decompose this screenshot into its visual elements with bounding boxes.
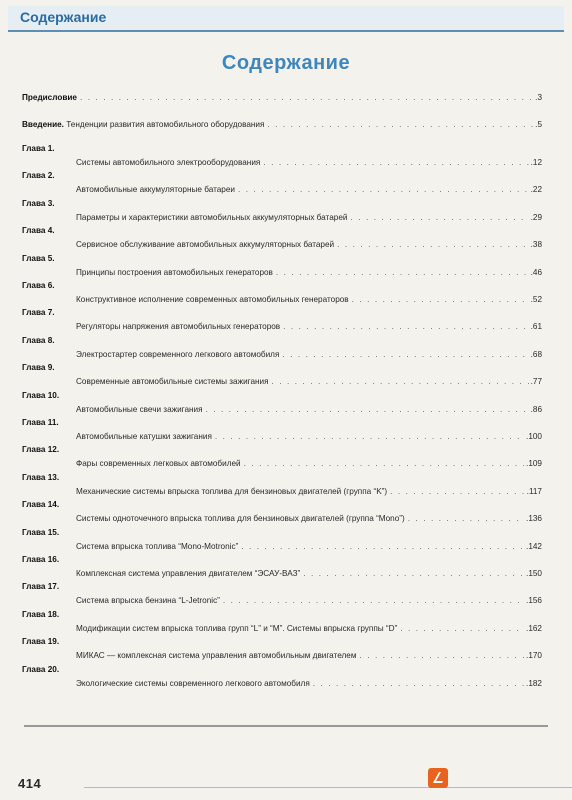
dot-leader: [337, 239, 529, 250]
toc-chapter-title: Модификации систем впрыска топлива групп “L” и “M”. Системы впрыска группы “D”: [76, 623, 398, 633]
toc-intro-lead: Введение.: [22, 120, 64, 129]
toc-chapter-item[interactable]: [76, 404, 542, 415]
toc-chapter-title: Параметры и характеристики автомобильных аккумуляторных батарей: [76, 212, 348, 222]
toc-chapter-page: .86: [530, 404, 542, 414]
toc-chapter-page: .170: [526, 651, 542, 661]
toc-chapter-item[interactable]: [76, 157, 542, 168]
toc-chapter-title: Система впрыска топлива “Mono-Motronic”: [76, 541, 239, 551]
toc-chapter-item[interactable]: [76, 650, 542, 661]
toc-chapter-item[interactable]: [76, 431, 542, 442]
dot-leader: [238, 184, 529, 195]
dot-leader: [390, 486, 525, 497]
toc-chapter-page: .12: [530, 158, 542, 167]
toc-chapter-title: Экологические системы современного легкового автомобиля: [76, 678, 310, 688]
toc-chapter-label: Глава 9.: [22, 363, 55, 373]
toc-chapter-title: Фары современных легковых автомобилей: [76, 459, 241, 469]
toc-chapter-label: Глава 6.: [22, 281, 55, 290]
toc-chapter-page: .61: [530, 322, 542, 332]
toc-chapter-title: Автомобильные свечи зажигания: [76, 404, 203, 414]
toc-chapter-label: Глава 18.: [22, 609, 60, 619]
toc-chapter-title: Принципы построения автомобильных генераторов: [76, 267, 273, 277]
dot-leader: [223, 595, 524, 606]
toc-chapter-page: .109: [526, 459, 542, 469]
dot-leader: [272, 376, 529, 387]
dot-leader: [267, 119, 533, 130]
toc-chapter-page: .68: [530, 349, 542, 359]
toc-preface-page: .3: [535, 93, 542, 102]
toc-chapter-title: Электростартер современного легкового автомобиля: [76, 349, 280, 359]
dot-leader: [303, 568, 524, 579]
toc-chapter-title: Современные автомобильные системы зажигания: [76, 377, 269, 387]
toc-chapter-page: .38: [530, 240, 542, 250]
toc-chapter-item[interactable]: [76, 239, 542, 250]
toc-chapter-item[interactable]: [76, 541, 542, 552]
toc-chapter-item[interactable]: [76, 513, 542, 524]
toc-chapter-title: Комплексная система управления двигателем “ЭСАУ-ВАЗ”: [76, 569, 301, 578]
toc-chapter-page: .136: [526, 514, 542, 524]
toc-chapter-label: Глава 16.: [22, 555, 60, 564]
toc-chapter-title: Механические системы впрыска топлива для бензиновых двигателей (группа “K”): [76, 486, 388, 496]
toc-chapter-page: .52: [530, 295, 542, 304]
toc-chapter-label: Глава 14.: [22, 500, 60, 510]
toc-chapter-label: Глава 20.: [22, 664, 60, 674]
toc-chapter-title: Сервисное обслуживание автомобильных аккумуляторных батарей: [76, 240, 335, 250]
toc-chapter-label: Глава 12.: [22, 445, 60, 455]
section-header-bar: [8, 6, 564, 32]
toc-chapter-page: .156: [526, 596, 542, 606]
toc-chapter-label: Глава 4.: [22, 226, 55, 236]
toc-chapter-page: .117: [526, 486, 542, 496]
toc-chapter-title: Системы автомобильного электрооборудования: [76, 158, 261, 167]
toc-chapter-label: Глава 19.: [22, 637, 60, 647]
toc-chapter-page: .142: [526, 541, 542, 551]
toc-chapter-title: МИКАС — комплексная система управления автомобильным двигателем: [76, 651, 357, 661]
dot-leader: [282, 349, 528, 360]
toc-chapter-label: Глава 10.: [22, 390, 60, 400]
toc-preface-label: Предисловие: [22, 93, 77, 102]
dot-leader: [244, 458, 524, 469]
toc-chapter-page: .77: [530, 377, 542, 387]
page-title: Содержание: [221, 52, 351, 74]
dot-leader: [215, 431, 524, 442]
toc-chapter-title: Автомобильные катушки зажигания: [76, 432, 212, 441]
toc-intro-page: .5: [535, 120, 542, 129]
toc-chapter-item[interactable]: [76, 267, 542, 278]
toc-preface[interactable]: [22, 92, 542, 103]
toc-chapter-item[interactable]: [76, 349, 542, 360]
toc-chapter-page: .150: [526, 569, 542, 578]
toc-chapter-label: Глава 8.: [22, 335, 55, 345]
dot-leader: [400, 623, 524, 634]
toc-chapter-label: Глава 3.: [22, 198, 55, 208]
toc-chapter-item[interactable]: [76, 294, 542, 305]
bottom-rule: [24, 725, 548, 727]
toc-chapter-label: Глава 15.: [22, 527, 60, 537]
toc-chapter-item[interactable]: [76, 376, 542, 387]
toc-chapter-label: Глава 11.: [22, 418, 59, 427]
toc-chapter-page: .46: [530, 267, 542, 277]
toc-chapter-page: .162: [526, 623, 542, 633]
toc-chapter-page: .29: [530, 212, 542, 222]
toc-chapter-item[interactable]: [76, 595, 542, 606]
toc-chapter-title: Конструктивное исполнение современных автомобильных генераторов: [76, 295, 349, 304]
toc-chapter-label: Глава 2.: [22, 171, 55, 181]
toc-chapter-item[interactable]: [76, 321, 542, 332]
toc-chapter-title: Регуляторы напряжения автомобильных генераторов: [76, 322, 281, 332]
toc-chapter-item[interactable]: [76, 678, 542, 689]
toc-chapter-item[interactable]: [76, 184, 542, 195]
toc-chapter-page: .182: [526, 678, 542, 688]
toc-chapter-item[interactable]: [76, 212, 542, 223]
bottom-bar: [84, 787, 572, 788]
dot-leader: [263, 157, 528, 168]
dot-leader: [352, 294, 529, 305]
toc-chapter-label: Глава 7.: [22, 308, 55, 318]
toc-chapter-label: Глава 5.: [22, 253, 55, 263]
dot-leader: [350, 212, 528, 223]
toc-chapter-label: Глава 13.: [22, 472, 60, 482]
toc-chapter-title: Система впрыска бензина “L-Jetronic”: [76, 596, 220, 606]
toc-intro[interactable]: [22, 119, 542, 130]
dot-leader: [408, 513, 524, 524]
section-header-title: Содержание: [20, 9, 107, 25]
dot-leader: [283, 321, 528, 332]
dot-leader: [241, 541, 524, 552]
toc-chapter-title: Системы одноточечного впрыска топлива для бензиновых двигателей (группа “Mono”): [76, 514, 405, 524]
toc-chapter-page: .100: [526, 432, 542, 441]
litres-logo-icon: [428, 768, 448, 788]
dot-leader: [359, 650, 524, 661]
toc-chapter-label: Глава 1.: [22, 144, 55, 153]
dot-leader: [313, 678, 524, 689]
toc-chapter-item[interactable]: [76, 568, 542, 579]
toc-intro-text: Тенденции развития автомобильного оборудования: [66, 120, 265, 129]
toc-chapter-item[interactable]: [76, 623, 542, 634]
dot-leader: [206, 404, 529, 415]
page-number: 414: [18, 776, 42, 791]
toc-chapter-title: Автомобильные аккумуляторные батареи: [76, 185, 235, 195]
dot-leader: [276, 267, 529, 278]
dot-leader: [80, 92, 533, 103]
toc-chapter-label: Глава 17.: [22, 582, 60, 592]
toc-chapter-item[interactable]: [76, 458, 542, 469]
toc-chapter-page: .22: [530, 185, 542, 195]
toc-chapter-item[interactable]: [76, 486, 542, 497]
